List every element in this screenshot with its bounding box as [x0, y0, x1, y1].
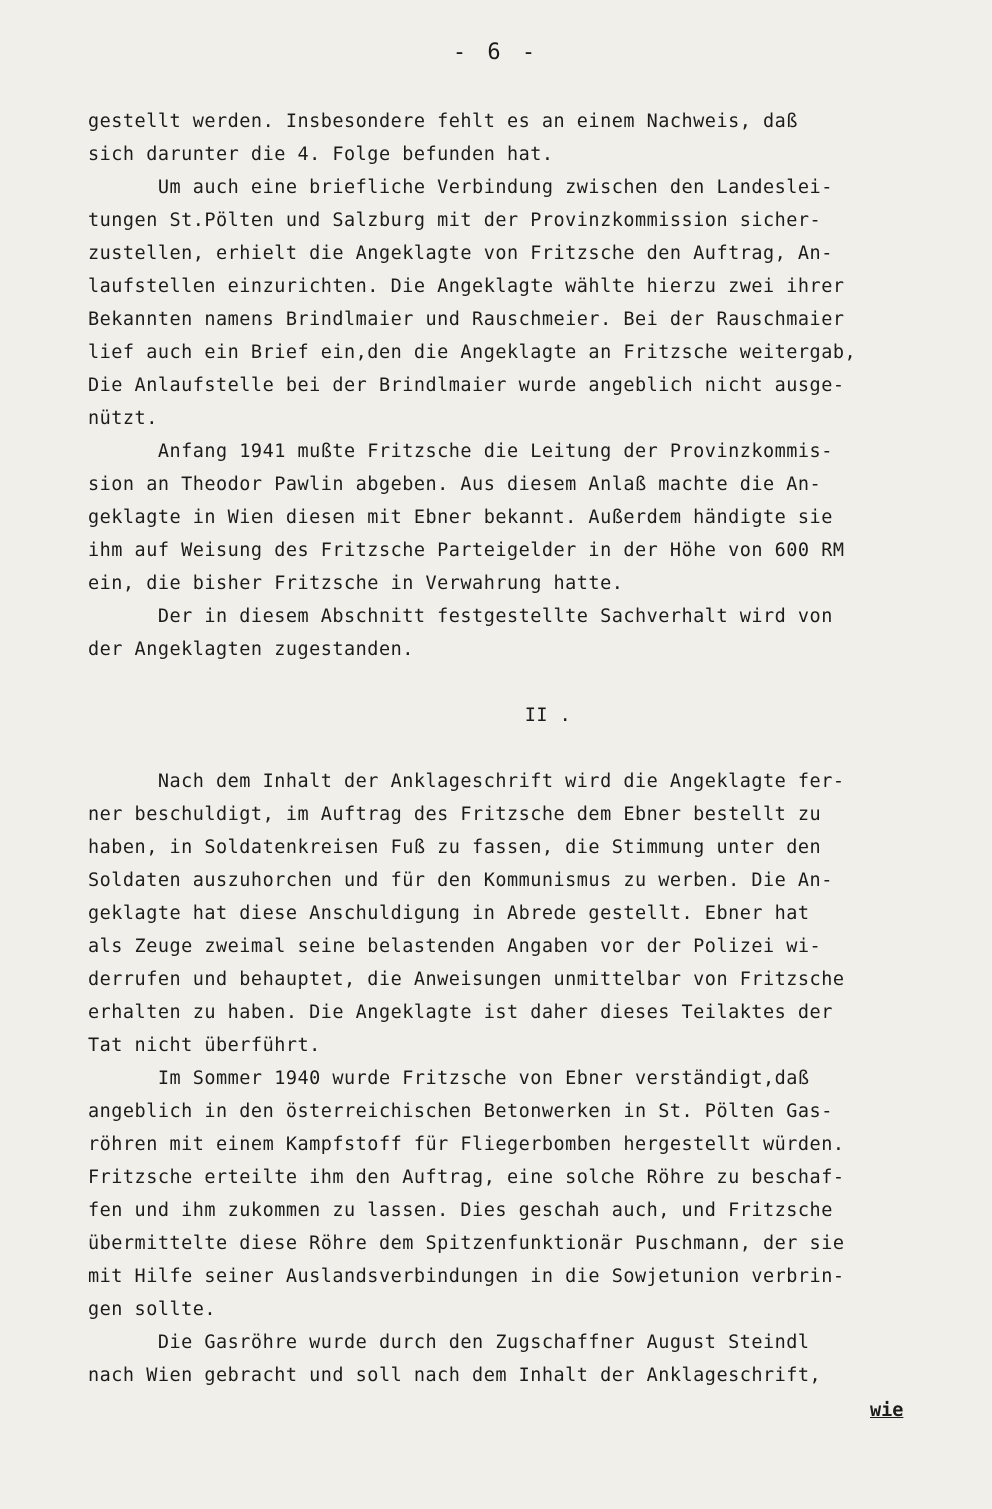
text-line: ner beschuldigt, im Auftrag des Fritzsche dem Ebner bestellt zu [88, 804, 822, 825]
text-line: sich darunter die 4. Folge befunden hat. [88, 144, 554, 165]
text-line: tungen St.Pölten und Salzburg mit der Provinzkommission sicher- [88, 210, 822, 231]
text-line: angeblich in den österreichischen Betonwerken in St. Pölten Gas- [88, 1101, 833, 1122]
text-line: erhalten zu haben. Die Angeklagte ist daher dieses Teilaktes der [88, 1002, 833, 1023]
text-line: übermittelte diese Röhre dem Spitzenfunktionär Puschmann, der sie [88, 1233, 845, 1254]
text-line: derrufen und behauptet, die Anweisungen unmittelbar von Fritzsche [88, 969, 845, 990]
text-line: nützt. [88, 408, 158, 429]
section-heading: II . [524, 705, 572, 726]
text-line: Nach dem Inhalt der Anklageschrift wird die Angeklagte fer- [88, 771, 845, 792]
text-line: gen sollte. [88, 1299, 217, 1320]
text-line: Fritzsche erteilte ihm den Auftrag, eine solche Röhre zu beschaf- [88, 1167, 845, 1188]
text-line: ein, die bisher Fritzsche in Verwahrung hatte. [88, 573, 624, 594]
text-line: ihm auf Weisung des Fritzsche Parteigelder in der Höhe von 600 RM [88, 540, 845, 561]
text-line: fen und ihm zukommen zu lassen. Dies geschah auch, und Fritzsche [88, 1200, 833, 1221]
text-line: Bekannten namens Brindlmaier und Rauschmeier. Bei der Rauschmaier [88, 309, 845, 330]
text-line: mit Hilfe seiner Auslandsverbindungen in die Sowjetunion verbrin- [88, 1266, 845, 1287]
blank-line [88, 732, 968, 765]
text-line: laufstellen einzurichten. Die Angeklagte wählte hierzu zwei ihrer [88, 276, 845, 297]
text-line: Um auch eine briefliche Verbindung zwischen den Landeslei- [88, 177, 833, 198]
text-line: Tat nicht überführt. [88, 1035, 321, 1056]
text-line: Die Gasröhre wurde durch den Zugschaffner August Steindl [88, 1332, 810, 1353]
text-line: Im Sommer 1940 wurde Fritzsche von Ebner verständigt,daß [88, 1068, 810, 1089]
text-line: Der in diesem Abschnitt festgestellte Sachverhalt wird von [88, 606, 833, 627]
page-number: - 6 - [452, 40, 540, 65]
text-line: der Angeklagten zugestanden. [88, 639, 414, 660]
catchword: wie [870, 1400, 904, 1421]
text-line: lief auch ein Brief ein,den die Angeklagte an Fritzsche weitergab, [88, 342, 857, 363]
text-line: röhren mit einem Kampfstoff für Fliegerbomben hergestellt würden. [88, 1134, 845, 1155]
blank-line [88, 666, 968, 699]
text-line: geklagte hat diese Anschuldigung in Abrede gestellt. Ebner hat [88, 903, 810, 924]
text-line: gestellt werden. Insbesondere fehlt es an einem Nachweis, daß [88, 111, 798, 132]
text-line: Soldaten auszuhorchen und für den Kommunismus zu werben. Die An- [88, 870, 833, 891]
text-line: nach Wien gebracht und soll nach dem Inhalt der Anklageschrift, [88, 1365, 822, 1386]
text-line: Anfang 1941 mußte Fritzsche die Leitung der Provinzkommis- [88, 441, 833, 462]
text-line: Die Anlaufstelle bei der Brindlmaier wurde angeblich nicht ausge- [88, 375, 845, 396]
text-line: haben, in Soldatenkreisen Fuß zu fassen, die Stimmung unter den [88, 837, 822, 858]
document-body [88, 105, 968, 1392]
text-line: geklagte in Wien diesen mit Ebner bekannt. Außerdem händigte sie [88, 507, 833, 528]
text-line: zustellen, erhielt die Angeklagte von Fritzsche den Auftrag, An- [88, 243, 833, 264]
text-line: sion an Theodor Pawlin abgeben. Aus diesem Anlaß machte die An- [88, 474, 822, 495]
text-line: als Zeuge zweimal seine belastenden Angaben vor der Polizei wi- [88, 936, 822, 957]
